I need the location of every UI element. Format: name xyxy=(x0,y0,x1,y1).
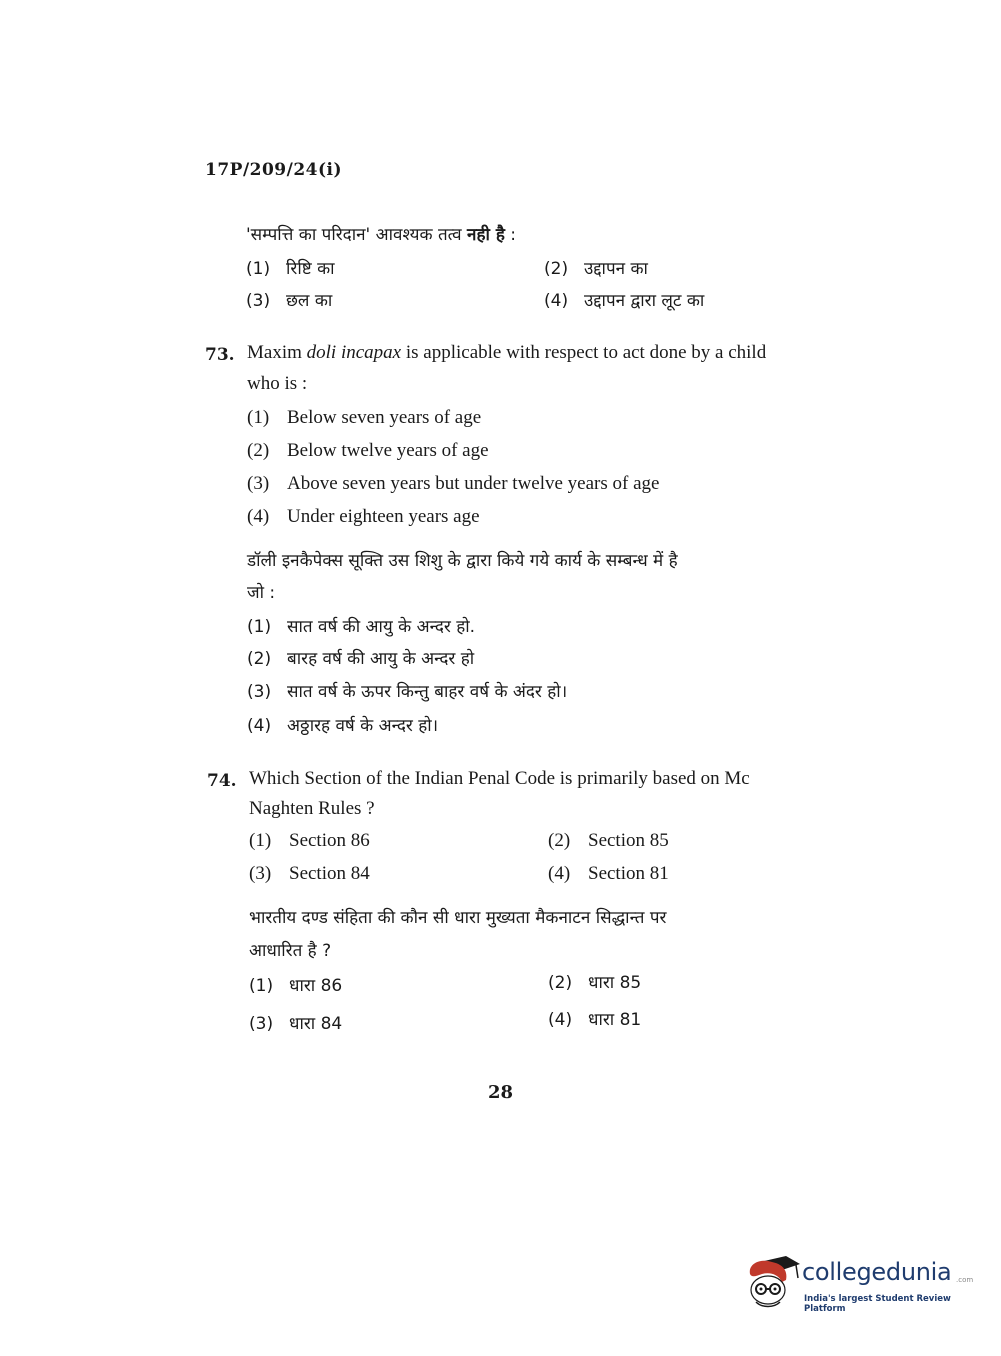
q72-hindi-option-3: (3) छल का xyxy=(246,291,333,311)
q73-hindi-stem-line2: जो : xyxy=(247,583,276,603)
q73-hindi-option-2: (2) बारह वर्ष की आयु के अन्दर हो xyxy=(247,649,475,669)
q73-hindi-stem: डॉली इनकैपेक्स सूक्ति उस शिशु के द्वारा किये गये कार्य के सम्बन्ध में है xyxy=(247,551,678,571)
q72-hindi-option-4: (4) उद्दापन द्वारा लूट का xyxy=(544,291,705,311)
q74-hindi-stem-line2: आधारित है ? xyxy=(249,941,332,961)
q74-hindi-option-4: (4) धारा 81 xyxy=(548,1010,642,1030)
logo-wordmark: collegedunia xyxy=(802,1258,952,1286)
q73-stem-line2: who is : xyxy=(247,373,308,394)
q72-hindi-option-2: (2) उद्दापन का xyxy=(544,259,648,279)
q74-stem-line2: Naghten Rules ? xyxy=(249,798,375,819)
q73-hindi-option-3: (3) सात वर्ष के ऊपर किन्तु बाहर वर्ष के अंदर हो। xyxy=(247,682,568,702)
q74-hindi-option-3: (3) धारा 84 xyxy=(249,1014,343,1034)
page-number: 28 xyxy=(487,1082,514,1103)
q73-option-3: (3) Above seven years but under twelve years of age xyxy=(247,473,660,494)
q73-stem: Maxim doli incapax is applicable with respect to act done by a child xyxy=(247,342,767,363)
q74-hindi-option-1: (1) धारा 86 xyxy=(249,976,343,996)
logo-tagline: India's largest Student Review Platform xyxy=(804,1294,951,1314)
q74-option-4: (4) Section 81 xyxy=(548,863,669,884)
q74-option-3: (3) Section 84 xyxy=(249,863,370,884)
q73-number: 73. xyxy=(205,345,235,365)
q73-hindi-option-4: (4) अठ्ठारह वर्ष के अन्दर हो। xyxy=(247,716,439,736)
q74-hindi-stem: भारतीय दण्ड संहिता की कौन सी धारा मुख्यता मैकनाटन सिद्धान्त पर xyxy=(249,908,667,928)
q73-option-4: (4) Under eighteen years age xyxy=(247,506,480,527)
q74-option-1: (1) Section 86 xyxy=(249,830,370,851)
collegedunia-logo xyxy=(742,1252,972,1312)
q73-option-1: (1) Below seven years of age xyxy=(247,407,482,428)
q74-option-2: (2) Section 85 xyxy=(548,830,669,851)
logo-domain-suffix: .com xyxy=(956,1276,974,1284)
mascot-icon xyxy=(742,1252,800,1310)
q73-hindi-option-1: (1) सात वर्ष की आयु के अन्दर हो. xyxy=(247,617,476,637)
q72-hindi-option-1: (1) रिष्टि का xyxy=(246,259,335,279)
paper-code: 17P/209/24(i) xyxy=(205,160,343,180)
q74-number: 74. xyxy=(207,771,237,791)
q72-hindi-stem: 'सम्पत्ति का परिदान' आवश्यक तत्व नही है : xyxy=(246,225,516,245)
q73-option-2: (2) Below twelve years of age xyxy=(247,440,489,461)
q74-hindi-option-2: (2) धारा 85 xyxy=(548,973,642,993)
q74-stem: Which Section of the Indian Penal Code is primarily based on Mc xyxy=(249,768,750,789)
